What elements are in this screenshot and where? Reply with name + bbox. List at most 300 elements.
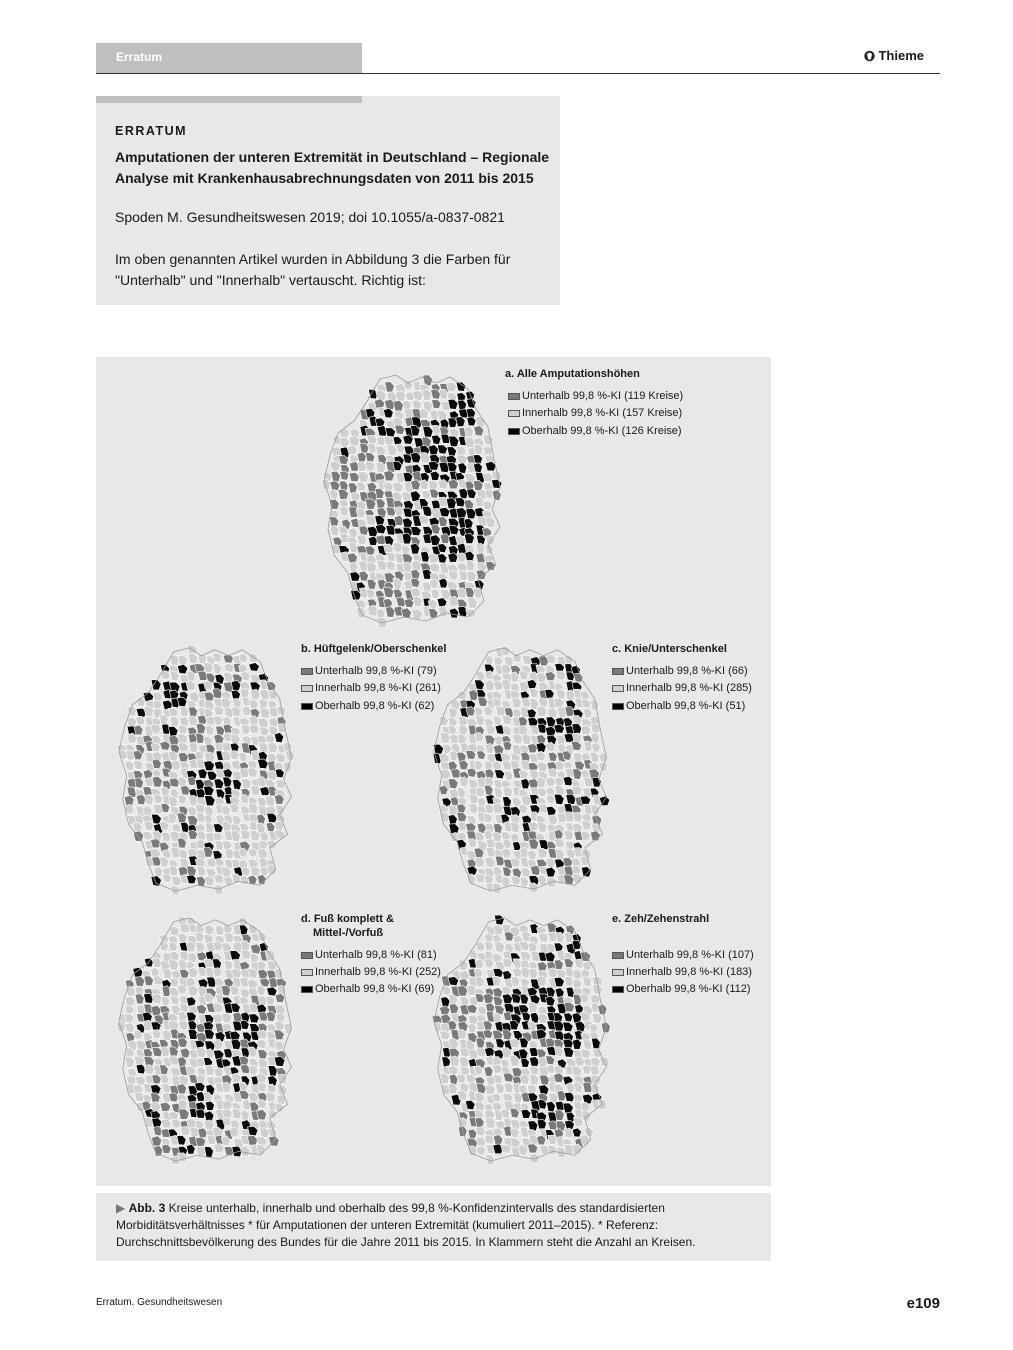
district-cell-above (168, 726, 178, 736)
district-cell-within (537, 848, 547, 858)
district-cell-within (366, 562, 377, 572)
legend-label: Innerhalb 99,8 %-KI (285) (626, 682, 752, 694)
district-cell-within (195, 942, 205, 952)
district-cell-below (257, 1109, 267, 1120)
district-cell-within (241, 779, 251, 789)
district-cell-below (554, 960, 563, 970)
district-cell-above (383, 408, 393, 418)
district-cell-within (589, 1024, 598, 1033)
district-cell-within (161, 996, 170, 1005)
panel-a-legend-above (508, 425, 682, 437)
district-cell-within (476, 1146, 485, 1155)
legend-label: Unterhalb 99,8 %-KI (107) (626, 949, 754, 961)
district-cell-below (503, 1073, 514, 1082)
district-cell-within (171, 760, 181, 769)
district-cell-within (133, 760, 143, 769)
panel-e-legend-above (612, 983, 751, 995)
district-cell-within (581, 1111, 591, 1122)
district-cell-within (188, 807, 197, 817)
district-cell-within (368, 443, 377, 453)
district-cell-above (188, 1020, 197, 1030)
district-cell-below (258, 1050, 268, 1059)
district-cell-within (221, 806, 230, 815)
district-cell-within (125, 1057, 135, 1068)
district-cell-within (178, 933, 188, 943)
district-cell-within (512, 653, 521, 662)
district-cell-below (486, 1003, 495, 1013)
district-cell-within (377, 617, 388, 628)
district-cell-within (160, 1047, 170, 1057)
district-cell-above (447, 462, 457, 472)
district-cell-below (196, 733, 205, 743)
legend-swatch-within (301, 685, 313, 692)
district-cell-within (583, 1040, 592, 1050)
legend-swatch-above (612, 986, 624, 993)
district-cell-within (493, 803, 504, 813)
district-cell-within (170, 671, 179, 681)
district-cell-above (204, 1029, 214, 1039)
district-cell-within (339, 428, 350, 438)
district-cell-within (538, 1013, 548, 1023)
district-cell-below (331, 471, 341, 482)
district-cell-below (449, 1004, 459, 1014)
district-cell-within (250, 689, 260, 700)
legend-label: Oberhalb 99,8 %-KI (62) (315, 700, 435, 712)
district-cell-within (223, 924, 233, 934)
district-cell-within (249, 724, 260, 733)
district-cell-within (265, 734, 275, 743)
erratum-body: Im oben genannten Artikel wurden in Abbildung 3 die Farben für "Unterhalb" und "Innerhalb" vertauscht. Richtig ist: (115, 251, 511, 288)
district-cell-within (387, 445, 397, 456)
district-cell-within (555, 671, 565, 680)
district-cell-within (160, 1074, 169, 1083)
district-cell-within (274, 1041, 284, 1050)
caption-arrow-icon: ▶ (116, 1201, 126, 1215)
district-cell-above (456, 417, 466, 427)
district-cell-within (358, 472, 369, 483)
district-cell-below (459, 760, 469, 770)
brand-name: Thieme (878, 48, 924, 63)
district-cell-within (153, 795, 162, 804)
district-cell-above (563, 1022, 574, 1031)
district-cell-within (179, 1020, 189, 1030)
district-cell-within (412, 400, 422, 409)
district-cell-within (536, 751, 546, 761)
district-cell-above (437, 445, 447, 454)
district-cell-below (266, 823, 275, 832)
district-cell-within (178, 1011, 187, 1022)
district-cell-below (375, 488, 384, 498)
legend-swatch-above (508, 428, 520, 435)
district-cell-below (385, 382, 394, 392)
district-cell-within (384, 436, 394, 445)
district-cell-within (422, 389, 432, 400)
district-cell-below (548, 752, 557, 761)
legend-swatch-within (612, 969, 624, 976)
district-cell-within (410, 588, 421, 598)
legend-label: Unterhalb 99,8 %-KI (119 Kreise) (522, 390, 684, 402)
section-label: Erratum (116, 50, 163, 64)
district-cell-within (512, 698, 522, 708)
district-cell-within (356, 482, 366, 491)
district-cell-within (241, 867, 250, 876)
district-cell-above (473, 463, 482, 473)
district-cell-above (563, 1047, 573, 1057)
district-cell-within (248, 768, 258, 778)
district-cell-below (195, 1137, 206, 1146)
district-cell-within (170, 996, 180, 1005)
figure-maps (96, 357, 771, 1186)
legend-swatch-below (612, 952, 624, 959)
district-cell-within (467, 598, 477, 609)
panel-c-legend-below (612, 665, 748, 677)
district-cell-within (178, 655, 188, 665)
district-cell-within (503, 787, 513, 797)
district-cell-below (152, 1075, 162, 1084)
district-cell-below (572, 769, 581, 779)
district-cell-within (143, 1020, 153, 1030)
legend-swatch-above (612, 703, 624, 710)
panel-a-legend-below (508, 390, 683, 402)
district-cell-within (583, 709, 592, 719)
district-cell-within (213, 968, 222, 977)
district-cell-below (555, 1110, 565, 1121)
district-cell-within (188, 654, 198, 664)
district-cell-above (223, 777, 232, 787)
district-cell-above (572, 1039, 581, 1050)
district-cell-above (205, 1101, 214, 1110)
district-cell-below (484, 1066, 493, 1077)
district-cell-above (564, 1092, 574, 1102)
panel-a-legend-within (508, 407, 682, 419)
district-cell-within (501, 876, 510, 887)
district-cell-below (545, 1038, 555, 1048)
district-cell-within (249, 699, 259, 709)
district-cell-within (546, 777, 556, 786)
district-cell-within (475, 942, 485, 951)
district-cell-within (529, 1066, 539, 1075)
district-cell-above (214, 779, 224, 789)
district-cell-within (485, 1118, 496, 1128)
district-cell-below (539, 1075, 549, 1085)
legend-label: Innerhalb 99,8 %-KI (157 Kreise) (522, 407, 683, 419)
district-cell-within (349, 562, 358, 573)
district-cell-below (178, 1109, 189, 1119)
district-cell-within (572, 786, 582, 795)
district-cell-above (249, 1014, 260, 1023)
district-cell-within (365, 461, 375, 471)
district-cell-within (572, 812, 583, 822)
district-cell-below (537, 1049, 546, 1058)
panel-a-title: a. Alle Amputationshöhen (505, 368, 640, 380)
district-cell-within (518, 1085, 527, 1094)
district-cell-within (161, 832, 171, 841)
legend-swatch-within (612, 685, 624, 692)
district-cell-below (274, 1030, 284, 1040)
district-cell-within (504, 771, 513, 781)
district-cell-within (213, 664, 222, 675)
district-cell-within (188, 985, 199, 995)
district-cell-within (241, 724, 250, 734)
district-cell-above (458, 400, 467, 410)
district-cell-within (250, 953, 259, 963)
article-title: Amputationen der unteren Extremität in Deutschland – Regionale Analyse mit Krankenhausabrechnungsdaten von 2011 bis 2015 (115, 149, 550, 186)
district-cell-within (239, 654, 248, 663)
district-cell-within (274, 968, 283, 979)
district-cell-within (268, 743, 278, 753)
district-cell-within (459, 1057, 469, 1068)
district-cell-below (475, 1117, 484, 1127)
district-cell-within (518, 725, 528, 735)
district-cell-within (136, 716, 146, 725)
section-header-bar (96, 43, 362, 73)
district-cell-within (475, 1092, 485, 1102)
district-cell-within (154, 867, 163, 877)
district-cell-below (457, 812, 467, 822)
district-cell-within (581, 831, 591, 841)
erratum-label: ERRATUM (115, 124, 188, 138)
district-cell-within (466, 571, 476, 581)
district-cell-within (446, 382, 457, 391)
district-cell-below (385, 607, 395, 618)
district-cell-within (412, 609, 423, 620)
legend-swatch-below (301, 952, 313, 959)
district-cell-within (214, 884, 223, 894)
panel-c-legend-within (612, 682, 752, 694)
district-cell-within (257, 961, 266, 970)
legend-label: Oberhalb 99,8 %-KI (51) (626, 700, 746, 712)
district-cell-within (503, 726, 512, 735)
district-cell-within (476, 1126, 486, 1135)
district-cell-within (267, 840, 277, 849)
district-cell-within (522, 734, 532, 744)
district-cell-above (268, 1066, 277, 1077)
caption-text (116, 1200, 746, 1251)
panel-b-legend-below (301, 665, 437, 677)
district-cell-below (557, 1091, 566, 1101)
panel-c-legend-above (612, 700, 745, 712)
district-cell-within (547, 708, 557, 718)
district-cell-within (366, 589, 375, 599)
panel-e-title: e. Zeh/Zehenstrahl (612, 913, 710, 925)
district-cell-below (564, 1002, 574, 1012)
panel-e-legend-below (612, 949, 754, 961)
district-cell-within (214, 1067, 223, 1077)
district-cell-within (180, 706, 189, 716)
district-cell-within (420, 453, 431, 463)
district-cell-within (537, 762, 548, 772)
district-cell-within (511, 976, 520, 986)
district-cell-above (249, 663, 260, 672)
district-cell-within (268, 1110, 277, 1119)
district-cell-above (274, 732, 283, 742)
district-cell-above (177, 1135, 186, 1145)
legend-swatch-below (301, 668, 313, 675)
legend-swatch-below (612, 668, 624, 675)
district-cell-below (258, 969, 268, 979)
district-cell-above (431, 435, 440, 445)
district-cell-within (485, 857, 495, 868)
district-cell-within (260, 708, 271, 718)
district-cell-within (277, 1085, 288, 1096)
panel-b-title: b. Hüftgelenk/Oberschenkel (301, 643, 447, 655)
district-cell-within (330, 525, 339, 536)
district-cell-within (599, 1057, 609, 1067)
district-cell-below (134, 725, 143, 735)
district-cell-within (230, 751, 240, 760)
district-cell-within (431, 589, 440, 598)
district-cell-below (432, 399, 441, 408)
district-cell-below (162, 1144, 172, 1153)
district-cell-below (518, 717, 527, 727)
district-cell-within (152, 1030, 161, 1039)
district-cell-within (591, 743, 600, 753)
district-cell-within (189, 742, 198, 753)
district-cell-above (456, 508, 467, 519)
district-cell-above (231, 690, 240, 699)
district-cell-above (441, 997, 450, 1007)
header-rule (96, 73, 940, 74)
district-cell-within (484, 941, 493, 950)
map-panel-b (111, 642, 311, 897)
district-cell-within (258, 849, 268, 859)
district-cell-below (468, 1129, 477, 1138)
district-cell-within (457, 690, 466, 700)
district-cell-within (162, 1083, 171, 1092)
district-cell-within (265, 796, 275, 807)
district-cell-below (160, 1102, 171, 1112)
district-cell-within (142, 806, 152, 816)
district-cell-within (413, 596, 422, 606)
district-cell-within (223, 672, 233, 682)
panel-d-legend-above (301, 983, 434, 995)
district-cell-within (537, 822, 547, 832)
district-cell-below (564, 959, 574, 968)
figure-caption (96, 1193, 771, 1261)
district-cell-above (449, 436, 459, 447)
district-cell-within (357, 534, 367, 544)
caption-label: Abb. 3 (128, 1201, 166, 1215)
district-cell-within (556, 969, 566, 978)
footer-journal: Erratum. Gesundheitswesen (96, 1297, 223, 1308)
district-cell-above (447, 447, 457, 456)
legend-swatch-within (508, 410, 520, 417)
district-cell-below (188, 707, 197, 717)
district-cell-below (365, 453, 374, 463)
district-cell-within (205, 1065, 215, 1076)
legend-label: Innerhalb 99,8 %-KI (183) (626, 966, 752, 978)
map-panel-d (111, 912, 311, 1167)
district-cell-within (231, 1073, 241, 1083)
map-panel-c (426, 642, 626, 897)
district-cell-below (180, 786, 190, 795)
district-cell-within (392, 482, 403, 492)
district-cell-below (178, 1038, 188, 1048)
district-cell-within (493, 716, 502, 726)
district-cell-within (268, 690, 278, 699)
district-cell-within (240, 1146, 250, 1157)
district-cell-below (438, 517, 447, 527)
district-cell-within (224, 932, 235, 942)
erratum-box-accent (96, 96, 362, 103)
district-cell-below (178, 752, 188, 762)
district-cell-within (169, 960, 179, 970)
district-cell-within (221, 1013, 232, 1023)
district-cell-within (482, 501, 492, 510)
district-cell-within (170, 716, 179, 726)
district-cell-below (493, 1135, 502, 1145)
district-cell-above (267, 987, 278, 996)
panel-d-legend-below (301, 949, 437, 961)
district-cell-within (449, 1056, 460, 1067)
district-cell-within (377, 560, 388, 570)
district-cell-within (162, 969, 172, 979)
district-cell-within (172, 1119, 181, 1128)
district-cell-within (546, 858, 556, 868)
district-cell-above (599, 796, 609, 806)
district-cell-within (485, 545, 494, 554)
district-cell-within (125, 1023, 135, 1033)
district-cell-above (564, 1013, 573, 1022)
district-cell-below (503, 741, 512, 750)
district-cell-within (422, 490, 431, 499)
district-cell-within (484, 813, 493, 822)
district-cell-above (466, 398, 476, 408)
district-cell-above (152, 1118, 162, 1128)
district-cell-within (224, 663, 234, 672)
district-cell-above (566, 794, 576, 804)
panel-e-legend-within (612, 966, 752, 978)
district-cell-within (144, 1065, 155, 1075)
district-cell-within (266, 996, 275, 1005)
panel-d-title-line2: Mittel-/Vorfuß (313, 927, 384, 939)
district-cell-above (448, 399, 458, 409)
district-cell-below (478, 697, 488, 707)
district-cell-below (476, 1084, 486, 1094)
district-cell-below (150, 1093, 160, 1103)
district-cell-above (239, 925, 248, 935)
district-cell-within (204, 925, 214, 935)
panel-b-legend-within (301, 682, 441, 694)
district-cell-within (485, 1084, 496, 1094)
district-cell-below (180, 1048, 190, 1058)
panel-d-title-line1: d. Fuß komplett & (301, 913, 394, 925)
district-cell-above (205, 796, 216, 806)
district-cell-above (187, 875, 197, 884)
district-cell-above (455, 498, 466, 507)
district-cell-below (493, 997, 503, 1006)
legend-swatch-above (301, 986, 313, 993)
district-cell-within (483, 435, 494, 445)
district-cell-above (521, 1109, 531, 1118)
district-cell-above (491, 479, 502, 488)
district-cell-above (519, 1049, 528, 1059)
district-cell-within (510, 833, 519, 842)
district-cell-within (457, 788, 466, 798)
district-cell-within (458, 821, 467, 830)
district-cell-below (347, 553, 357, 563)
district-cell-above (522, 1012, 531, 1021)
district-cell-below (357, 452, 366, 462)
district-cell-within (513, 734, 523, 744)
district-cell-below (359, 526, 369, 535)
district-cell-within (457, 734, 466, 744)
district-cell-below (395, 425, 405, 434)
district-cell-within (283, 761, 292, 772)
district-cell-above (458, 463, 467, 474)
district-cell-within (527, 850, 536, 860)
district-cell-within (554, 838, 564, 848)
